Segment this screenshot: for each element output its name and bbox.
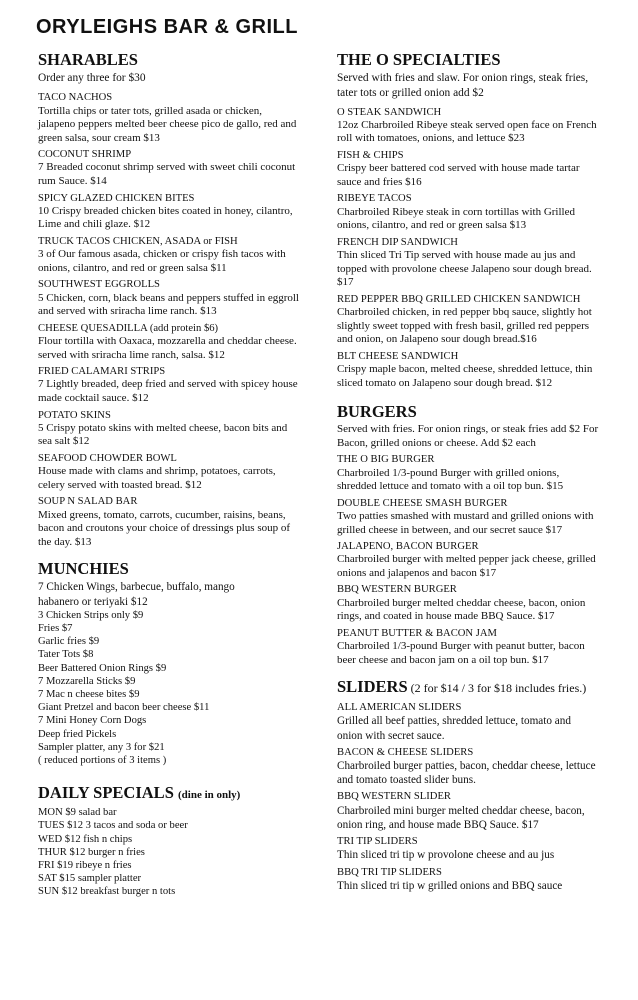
menu-item-name: CHEESE QUESADILLA (add protein $6) — [38, 322, 219, 334]
menu-title: ORYLEIGHS BAR & GRILL — [36, 16, 298, 38]
menu-item-description: Charbroiled mini burger melted cheddar cheese, bacon, onion ring, and house made BBQ Sauce. $17 — [337, 804, 585, 831]
menu-item-description: Grilled all beef patties, shredded lettuce, tomato and onion with secret sauce. — [337, 715, 571, 742]
list-line: SAT $15 sampler platter — [38, 873, 142, 885]
menu-item-description: Charbroiled 1/3-pound Burger with grilled onions, shredded lettuce and tomato with a oil top bun. $15 — [337, 466, 564, 493]
menu-item-name: SOUP N SALAD BAR — [38, 496, 138, 508]
right-column — [337, 50, 633, 893]
menu-item-name: PEANUT BUTTER & BACON JAM — [337, 627, 497, 639]
menu-item-name: BBQ TRI TIP SLIDERS — [337, 866, 442, 878]
burgers-items — [337, 453, 633, 667]
menu-item-name: FRENCH DIP SANDWICH — [337, 236, 458, 248]
menu-item-name: SOUTHWEST EGGROLLS — [38, 279, 160, 291]
menu-item — [337, 236, 633, 290]
munchies-intro: 7 Chicken Wings, barbecue, buffalo, mango habanero or teriyaki $12 — [38, 581, 235, 608]
menu-item — [38, 365, 310, 405]
sliders-heading — [337, 677, 633, 698]
menu-item-description: Thin sliced tri tip w grilled onions and BBQ sauce — [337, 879, 563, 892]
sliders-items — [337, 701, 633, 893]
list-line: 7 Mac n cheese bites $9 — [38, 689, 140, 701]
list-line: ( reduced portions of 3 items ) — [38, 755, 167, 767]
menu-item — [38, 278, 310, 318]
sharables-note: Order any three for $30 — [38, 72, 146, 84]
list-line: WED $12 fish n chips — [38, 833, 133, 845]
menu-item-description: Charbroiled chicken, in red pepper bbq sauce, slightly hot slightly sweet topped with fresh basil, grilled red peppers and onion, on Jalapeno sour dough bread.$16 — [337, 305, 592, 346]
sliders-title: SLIDERS — [337, 677, 408, 697]
menu-item — [337, 106, 633, 146]
menu-item-name: BBQ WESTERN BURGER — [337, 584, 457, 596]
list-line: 7 Mozzarella Sticks $9 — [38, 675, 136, 687]
burgers-section — [337, 402, 633, 667]
menu-item-description: Thin sliced Tri Tip served with house made au jus and topped with provolone cheese Jalapeno sour dough bread. $17 — [337, 248, 592, 289]
menu-item-description: Two patties smashed with mustard and grilled onions with grilled cheese in between, and our secret sauce $17 — [337, 509, 594, 536]
menu-item-description: Charbroiled burger melted cheddar cheese, bacon, onion rings, and coated in house made BBQ Sauce. $17 — [337, 596, 586, 623]
menu-item — [337, 293, 633, 347]
menu-item — [337, 497, 633, 537]
sharables-heading: SHARABLES — [38, 50, 138, 69]
daily-specials-title: DAILY SPECIALS — [38, 783, 174, 803]
menu-item-description: 7 Lightly breaded, deep fried and served with spicey house made cocktail sauce. $12 — [38, 378, 298, 405]
menu-item-name: BLT CHEESE SANDWICH — [337, 350, 459, 362]
menu-item-name: TACO NACHOS — [38, 92, 113, 104]
menu-item — [38, 192, 310, 232]
menu-item — [337, 835, 633, 862]
menu-item-name: BBQ WESTERN SLIDER — [337, 791, 451, 803]
menu-item — [337, 453, 633, 493]
menu-item — [337, 701, 633, 743]
menu-item — [337, 866, 633, 893]
menu-item — [337, 192, 633, 232]
menu-item-name: POTATO SKINS — [38, 409, 111, 421]
menu-item — [38, 148, 310, 188]
sliders-paren: ( — [407, 681, 415, 696]
list-line: Giant Pretzel and bacon beer cheese $11 — [38, 702, 210, 714]
menu-item-name: SEAFOOD CHOWDER BOWL — [38, 453, 177, 465]
daily-specials-list — [38, 806, 310, 898]
menu-item-description: Flour tortilla with Oaxaca, mozzarella and cheddar cheese. served with sriracha lime ranch, salsa. $12 — [38, 335, 297, 361]
menu-item-description: 10 Crispy breaded chicken bites coated in honey, cilantro, Lime and chili glaze. $12 — [38, 204, 293, 231]
list-line: Sampler platter, any 3 for $21 — [38, 741, 165, 753]
menu-item-description: Charbroiled 1/3-pound Burger with peanut butter, bacon beer cheese and bacon jam on a oil top bun. $17 — [337, 640, 585, 666]
left-column — [38, 50, 310, 899]
o-specialties-section — [337, 50, 633, 390]
o-specialties-note: Served with fries and slaw. For onion rings, steak fries, tater tots or grilled onion add $2 — [337, 72, 589, 100]
menu-item-name: TRI TIP SLIDERS — [337, 836, 418, 848]
list-line: SUN $12 breakfast burger n tots — [38, 886, 176, 898]
sliders-pricing: 2 for $14 / 3 for $18 includes fries.) — [414, 681, 587, 696]
menu-item-description: Crispy beer battered cod served with house made tartar sauce and fries $16 — [337, 162, 580, 188]
menu-item — [38, 452, 310, 492]
menu-item — [337, 583, 633, 623]
sharables-section — [38, 50, 310, 549]
menu-item-description: House made with clams and shrimp, potatoes, carrots, celery served with toasted bread. $12 — [38, 465, 276, 491]
menu-item — [337, 746, 633, 788]
list-line: 7 Mini Honey Corn Dogs — [38, 715, 147, 727]
menu-item-description: Charbroiled burger patties, bacon, cheddar cheese, lettuce and tomato toasted slider buns. — [337, 760, 596, 787]
munchies-list — [38, 609, 310, 767]
menu-item — [38, 409, 310, 449]
sliders-section — [337, 677, 633, 893]
burgers-heading: BURGERS — [337, 402, 417, 422]
menu-item — [38, 495, 310, 549]
burgers-note: Served with fries. For onion rings, or steak fries add $2 For Bacon, grilled onions or cheese. Add $2 each — [337, 423, 599, 449]
menu-item-name: TRUCK TACOS CHICKEN, ASADA or FISH — [38, 236, 238, 248]
sharables-items — [38, 91, 310, 549]
menu-item-description: Tortilla chips or tater tots, grilled asada or chicken, jalapeno peppers melted beer cheese pico de gallo, red and green salsa, sour cream $13 — [38, 104, 297, 144]
menu-item-name: RIBEYE TACOS — [337, 193, 412, 205]
menu-item — [337, 350, 633, 390]
list-line: Fries $7 — [38, 623, 73, 634]
list-line: Deep fried Pickels — [38, 728, 117, 740]
list-line: FRI $19 ribeye n fries — [38, 860, 132, 872]
menu-item-description: 3 of Our famous asada, chicken or crispy fish tacos with onions, cilantro, and red or green salsa $11 — [38, 248, 286, 274]
menu-item-name: THE O BIG BURGER — [337, 454, 435, 466]
menu-item-description: Mixed greens, tomato, carrots, cucumber, raisins, beans, bacon and croutons your choice of dressings plus soup of the day. $13 — [38, 508, 291, 548]
menu-item-description: 12oz Charbroiled Ribeye steak served open face on French roll with tomatoes, onions, and lettuce $23 — [337, 118, 597, 145]
menu-item-name: DOUBLE CHEESE SMASH BURGER — [337, 497, 508, 509]
menu-item-name: BACON & CHEESE SLIDERS — [337, 746, 474, 758]
menu-item-name: ALL AMERICAN SLIDERS — [337, 702, 462, 714]
menu-item-name: COCONUT SHRIMP — [38, 149, 132, 161]
daily-specials-section — [38, 783, 310, 898]
daily-specials-subtitle: (dine in only) — [178, 789, 241, 802]
o-specialties-heading: THE O SPECIALTIES — [337, 50, 501, 69]
list-line: TUES $12 3 tacos and soda or beer — [38, 820, 188, 832]
menu-item — [38, 235, 310, 275]
menu-item-description: Charbroiled Ribeye steak in corn tortillas with Grilled onions, cilantro, and red or green salsa $13 — [337, 205, 575, 232]
menu-item-description: Thin sliced tri tip w provolone cheese and au jus — [337, 849, 555, 862]
menu-item-name: O STEAK SANDWICH — [337, 106, 442, 118]
menu-item — [38, 322, 310, 362]
menu-item-name: FRIED CALAMARI STRIPS — [38, 366, 166, 378]
list-line: 3 Chicken Strips only $9 — [38, 609, 144, 621]
menu-item-name: SPICY GLAZED CHICKEN BITES — [38, 192, 195, 204]
menu-item-name: FISH & CHIPS — [337, 149, 404, 161]
menu-item-description: Charbroiled burger with melted pepper jack cheese, grilled onions and jalapenos and bacon $17 — [337, 553, 596, 579]
menu-item-description: 5 Crispy potato skins with melted cheese, bacon bits and sea salt $12 — [38, 421, 288, 448]
list-line: THUR $12 burger n fries — [38, 846, 145, 858]
list-line: MON $9 salad bar — [38, 807, 117, 819]
list-line: Beer Battered Onion Rings $9 — [38, 662, 167, 674]
list-line: Tater Tots $8 — [38, 649, 94, 661]
menu-item-description: 5 Chicken, corn, black beans and peppers stuffed in eggroll and served with sriracha lime ranch. $13 — [38, 291, 299, 318]
menu-item — [337, 149, 633, 189]
list-line: Garlic fries $9 — [38, 636, 100, 648]
menu-item-name: JALAPENO, BACON BURGER — [337, 541, 479, 553]
daily-specials-heading — [38, 783, 310, 805]
menu-item-name: RED PEPPER BBQ GRILLED CHICKEN SANDWICH — [337, 293, 581, 305]
menu-item — [337, 790, 633, 832]
menu-item — [337, 540, 633, 580]
menu-item-description: Crispy maple bacon, melted cheese, shredded lettuce, thin sliced tomato on Jalapeno sour dough bread. $12 — [337, 362, 593, 389]
o-specialties-items — [337, 106, 633, 391]
menu-item — [38, 91, 310, 145]
menu-item-description: 7 Breaded coconut shrimp served with sweet chili coconut rum Sauce. $14 — [38, 161, 296, 188]
munchies-section — [38, 559, 310, 767]
munchies-heading: MUNCHIES — [38, 559, 129, 579]
menu-item — [337, 627, 633, 667]
